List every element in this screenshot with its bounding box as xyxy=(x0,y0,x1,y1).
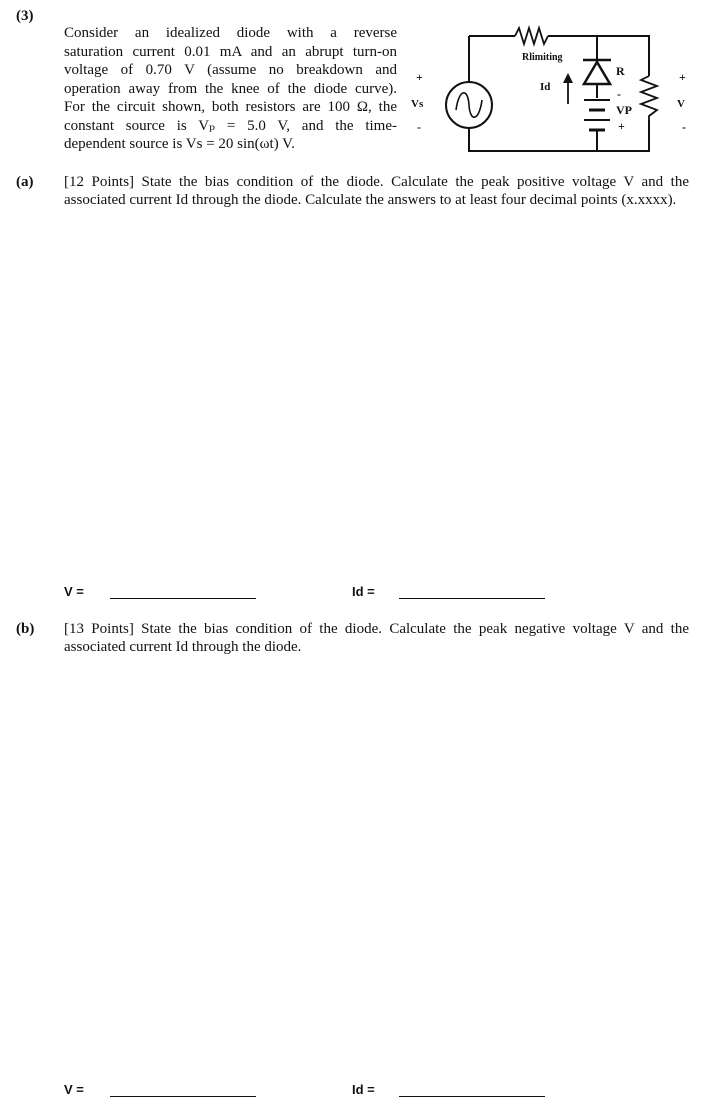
v-minus-label: - xyxy=(682,120,686,134)
intro-line-3: voltage of 0.70 V (assume no breakdown and xyxy=(64,62,397,78)
r-limiting-label: Rlimiting xyxy=(522,52,563,63)
intro-line-5: For the circuit shown, both resistors are 100 Ω, the xyxy=(64,99,397,115)
vp-label: VP xyxy=(616,103,632,117)
v-label: V xyxy=(677,98,685,110)
vs-plus-label: + xyxy=(416,70,423,84)
part-a-text: [12 Points] State the bias condition of the diode. Calculate the peak positive voltage V and the associated current Id through the diode. Calculate the answers to at least four decimal points (x.xxxx). xyxy=(64,174,689,208)
intro-line-2: saturation current 0.01 mA and an abrupt turn-on xyxy=(64,43,397,60)
id-label: Id xyxy=(540,81,551,93)
part-a-v-answer-line[interactable] xyxy=(110,598,256,599)
intro-line-4: operation away from the knee of the diode curve). xyxy=(64,80,397,97)
diode-triangle xyxy=(584,62,610,84)
part-b-v-answer-line[interactable] xyxy=(110,1096,256,1097)
intro-line-1: Consider an idealized diode with a reverse xyxy=(64,25,397,41)
vs-label: Vs xyxy=(411,98,424,110)
part-b-id-answer-line[interactable] xyxy=(399,1096,545,1097)
id-arrow-head xyxy=(563,73,573,83)
r-resistor xyxy=(641,76,657,120)
vp-minus-label: - xyxy=(617,87,621,101)
v-plus-label: + xyxy=(679,70,686,84)
problem-number: (3) xyxy=(16,8,34,24)
part-a-id-answer-line[interactable] xyxy=(399,598,545,599)
intro-line-7: dependent source is Vs = 20 sin(ωt) V. xyxy=(64,136,295,152)
part-b-label: (b) xyxy=(16,621,35,637)
vp-plus-label: + xyxy=(618,119,625,133)
circuit-diagram xyxy=(405,18,695,163)
part-a-label: (a) xyxy=(16,174,34,190)
part-a-v-label: V = xyxy=(64,584,84,599)
r-label: R xyxy=(616,64,625,78)
part-b-id-label: Id = xyxy=(352,1082,375,1097)
part-b-text: [13 Points] State the bias condition of the diode. Calculate the peak negative voltage V and the associated current Id through the diode. xyxy=(64,621,689,655)
part-a-id-label: Id = xyxy=(352,584,375,599)
vs-minus-label: - xyxy=(417,120,421,134)
problem-intro xyxy=(64,24,397,154)
part-b-v-label: V = xyxy=(64,1082,84,1097)
intro-line-6: constant source is Vₚ = 5.0 V, and the time- xyxy=(64,117,397,134)
r-limiting-resistor xyxy=(515,28,548,44)
